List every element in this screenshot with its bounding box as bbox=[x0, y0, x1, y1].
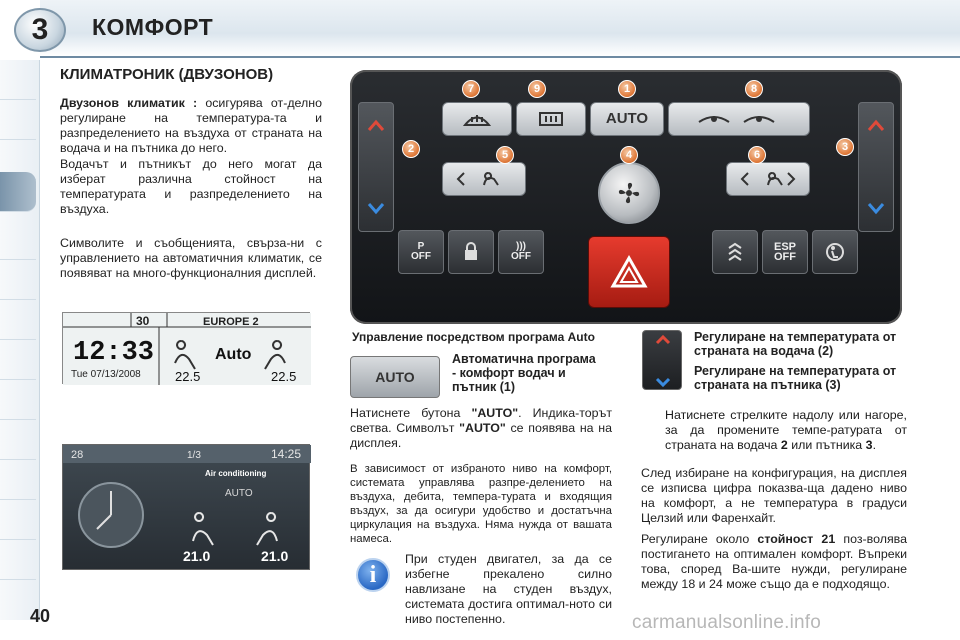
chapter-tab[interactable] bbox=[0, 260, 36, 300]
text-run: Регулиране около bbox=[641, 532, 758, 546]
auto-keyword: "AUTO" bbox=[471, 406, 519, 420]
parking-sensors-off-label: OFF bbox=[411, 251, 431, 262]
display-right-temp: 22.5 bbox=[271, 369, 297, 384]
paragraph-driver-passenger: Водачът и пътникът до него могат да изберат различна стойност на температурата и разпределението на въздуха. bbox=[60, 157, 322, 216]
temp-arrows-icon bbox=[643, 331, 683, 391]
header-rule bbox=[40, 56, 960, 58]
chapter-number-badge: 3 bbox=[14, 8, 66, 52]
passenger-temp-arrows-icon bbox=[866, 112, 886, 222]
hazard-warning-button[interactable] bbox=[588, 236, 670, 308]
display2-left-temp: 21.0 bbox=[183, 548, 211, 564]
driver-seat-icon bbox=[193, 513, 213, 545]
display-temp: 30 bbox=[136, 314, 150, 328]
text-run: се появява на на дисплея. bbox=[350, 421, 613, 450]
ref-number: 2 bbox=[780, 438, 788, 452]
multifunction-display-image bbox=[62, 312, 310, 384]
callout-marker: 1 bbox=[618, 80, 636, 98]
passenger-air-distribution-button[interactable] bbox=[726, 162, 810, 196]
fan-icon bbox=[616, 180, 642, 206]
driver-temp-arrows-icon bbox=[366, 112, 386, 222]
text-run: . bbox=[872, 438, 877, 452]
chapter-tab[interactable] bbox=[0, 100, 36, 140]
auto-button[interactable]: AUTO bbox=[590, 102, 664, 136]
driver-air-distribution-icon bbox=[454, 169, 514, 189]
seat-heater-button[interactable] bbox=[712, 230, 758, 274]
climate-control-panel-photo bbox=[350, 70, 902, 324]
auto-keyword: "AUTO" bbox=[459, 421, 506, 435]
callout-marker: 2 bbox=[402, 140, 420, 158]
passenger-seat-icon bbox=[257, 513, 277, 545]
chapter-tab[interactable] bbox=[0, 220, 36, 260]
display-left-temp: 22.5 bbox=[175, 369, 201, 384]
callout-marker: 8 bbox=[745, 80, 763, 98]
chapter-tab-active[interactable] bbox=[0, 172, 36, 212]
auto-press-paragraph bbox=[350, 406, 612, 451]
air-recirculation-button[interactable] bbox=[668, 102, 810, 136]
chapter-tab[interactable] bbox=[0, 300, 36, 340]
display2-right-temp: 21.0 bbox=[261, 548, 289, 564]
color-display-graphic bbox=[63, 445, 311, 571]
chapter-tab-strip bbox=[0, 60, 40, 620]
text-run: . Индика-торът светва. Символът bbox=[350, 406, 612, 435]
cold-engine-note: При студен двигател, за да се избегне прекалено силно навлизане на студен въздух, системата достига оптимал-ното си ниво постепенно. bbox=[405, 552, 612, 626]
rear-screen-demist-button[interactable] bbox=[516, 102, 586, 136]
driver-air-distribution-button[interactable] bbox=[442, 162, 526, 196]
passenger-airbag-button[interactable] bbox=[812, 230, 858, 274]
display2-clock: 14:25 bbox=[271, 447, 302, 461]
comfort-level-paragraph: След избиране на конфигурация, на дисплея се изписва цифра показва-ща дадено ниво на комфорт, а не температура в градуси Целзий или Фаренхайт. bbox=[641, 466, 907, 525]
chapter-tab[interactable] bbox=[0, 380, 36, 420]
text-run: Натиснете бутона bbox=[350, 406, 472, 420]
airbag-icon bbox=[825, 242, 845, 262]
hazard-triangle-icon bbox=[609, 254, 649, 290]
alarm-off-label: OFF bbox=[511, 251, 531, 262]
driver-temp-title: Регулиране на температурата от страната на водача (2) bbox=[694, 330, 897, 358]
display-mode: Auto bbox=[215, 346, 252, 363]
intro-lead: Двузонов климатик : bbox=[60, 96, 198, 110]
bullet-text bbox=[641, 408, 907, 453]
display-station: EUROPE 2 bbox=[203, 316, 259, 328]
callout-marker: 4 bbox=[620, 146, 638, 164]
display-time: 12:33 bbox=[73, 338, 155, 368]
intro-paragraph bbox=[60, 96, 322, 156]
auto-button-thumbnail: AUTO bbox=[350, 356, 440, 398]
display2-page: 1/3 bbox=[187, 450, 201, 461]
rear-screen-demist-icon bbox=[536, 110, 566, 128]
esp-off-label: OFF bbox=[774, 251, 796, 263]
color-display-image bbox=[62, 444, 310, 570]
alarm-off-button[interactable] bbox=[498, 230, 544, 274]
chapter-tab[interactable] bbox=[0, 340, 36, 380]
driver-temp-control[interactable] bbox=[358, 102, 394, 232]
display2-outside-temp: 28 bbox=[71, 449, 84, 461]
passenger-air-distribution-icon bbox=[738, 169, 798, 189]
display-graphic bbox=[63, 313, 311, 385]
callout-marker: 3 bbox=[836, 138, 854, 156]
text-run: Натиснете стрелките надолу или нагоре, за да промените темпе-ратурата от страната на водача bbox=[665, 408, 907, 452]
esp-off-button[interactable] bbox=[762, 230, 808, 274]
value-21: стойност 21 bbox=[757, 532, 836, 546]
intro-text: осигурява от-делно регулиране на температура-та и разпределението на въздуха от страната на водача и на пътника до него. bbox=[60, 96, 322, 155]
callout-marker: 6 bbox=[748, 146, 766, 164]
chapter-tab[interactable] bbox=[0, 60, 36, 100]
temperature-control-thumbnail bbox=[642, 330, 682, 390]
page-number: 40 bbox=[30, 606, 51, 626]
ref-number: 3 bbox=[865, 438, 873, 452]
text-run: или пътника bbox=[787, 438, 866, 452]
callout-marker: 9 bbox=[528, 80, 546, 98]
display2-mode: AUTO bbox=[225, 488, 253, 499]
chapter-tab[interactable] bbox=[0, 420, 36, 460]
callout-marker: 7 bbox=[462, 80, 480, 98]
display2-title: Air conditioning bbox=[205, 469, 267, 478]
info-icon: i bbox=[356, 558, 390, 592]
chapter-tab[interactable] bbox=[0, 460, 36, 500]
parking-sensors-off-button[interactable] bbox=[398, 230, 444, 274]
optimum-setting-paragraph bbox=[641, 532, 907, 592]
passenger-temp-title: Регулиране на температурата от страната на пътника (3) bbox=[694, 364, 897, 392]
auto-comfort-paragraph: В зависимост от избраното ниво на комфорт, системата управлява разпре-делението на въздуха, дебита, темпера-турата и входящия въздух, за да осигури удобство и достатъчна циркулация на въздуха. Няма нужда от вашата намеса. bbox=[350, 463, 612, 545]
chapter-tab[interactable] bbox=[0, 500, 36, 540]
callout-marker: 5 bbox=[496, 146, 514, 164]
display-date: Tue 07/13/2008 bbox=[71, 369, 141, 380]
chevrons-icon bbox=[727, 242, 743, 262]
chapter-title: КОМФОРТ bbox=[92, 14, 214, 40]
temp-adjust-bullet bbox=[641, 408, 907, 453]
paragraph-display-symbols: Символите и съобщенията, свърза-ни с управлението на автоматичния климатик, се появяват на много-функционалния дисплей. bbox=[60, 236, 322, 280]
volumetric-alarm-icon: ))) bbox=[516, 241, 526, 252]
chapter-tab[interactable] bbox=[0, 540, 36, 580]
windscreen-demist-button[interactable] bbox=[442, 102, 512, 136]
fan-speed-knob[interactable] bbox=[598, 162, 660, 224]
central-locking-button[interactable] bbox=[448, 230, 494, 274]
section-title: КЛИМАТРОНИК (ДВУЗОНОВ) bbox=[60, 66, 274, 83]
panel-caption: Управление посредством програма Auto bbox=[352, 330, 595, 344]
text-run: поз-волява постигането на оптимален комфорт. Въпреки това, според Ва-шите нужди, регулиране между 18 и 24 може също да е подходящо. bbox=[641, 532, 908, 591]
page-header bbox=[0, 0, 960, 60]
auto-section-title: Автоматична програма - комфорт водач и пътник (1) bbox=[452, 352, 596, 394]
parking-sensor-icon: P bbox=[417, 241, 425, 252]
passenger-temp-control[interactable] bbox=[858, 102, 894, 232]
windscreen-demist-icon bbox=[462, 110, 492, 128]
esp-label: ESP bbox=[773, 241, 796, 253]
watermark: carmanualsonline.info bbox=[632, 612, 822, 633]
lock-icon bbox=[463, 242, 479, 262]
air-recirculation-icon bbox=[694, 110, 784, 128]
